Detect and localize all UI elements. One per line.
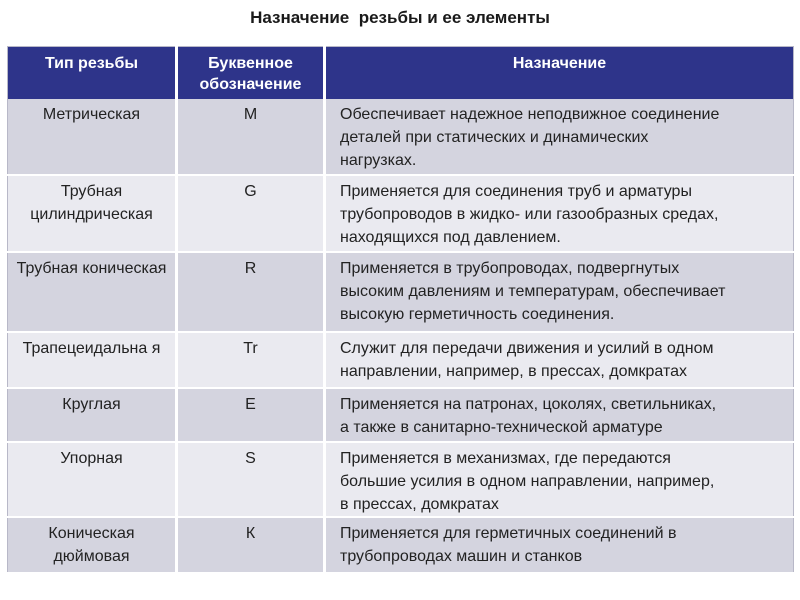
- thread-type-cell: Коническая дюймовая: [8, 517, 177, 573]
- header-thread-type: Тип резьбы: [8, 47, 177, 99]
- purpose-cell: Применяется для соединения труб и арматуры трубопроводов в жидко- или газообразных средах, находящихся под давлением.: [325, 175, 794, 252]
- table-row: [8, 252, 794, 332]
- thread-types-table: [7, 46, 794, 574]
- letter-code-cell: R: [177, 252, 325, 332]
- table-row: [8, 99, 794, 175]
- thread-type-cell: Трапецеидальна я: [8, 332, 177, 388]
- letter-code-cell: К: [177, 517, 325, 573]
- table-row: [8, 175, 794, 252]
- purpose-cell: Применяется на патронах, цоколях, светильниках, а также в санитарно-технической арматуре: [325, 388, 794, 442]
- table-row: [8, 442, 794, 517]
- purpose-cell: Служит для передачи движения и усилий в одном направлении, например, в прессах, домкратах: [325, 332, 794, 388]
- letter-code-cell: E: [177, 388, 325, 442]
- table-row: [8, 332, 794, 388]
- purpose-cell: Применяется в механизмах, где передаются большие усилия в одном направлении, например, в прессах, домкратах: [325, 442, 794, 517]
- letter-code-cell: G: [177, 175, 325, 252]
- thread-type-cell: Трубная коническая: [8, 252, 177, 332]
- purpose-cell: Применяется в трубопроводах, подвергнутых высоким давлениям и температурам, обеспечивает высокую герметичность соединения.: [325, 252, 794, 332]
- table-row: [8, 517, 794, 573]
- header-purpose: Назначение: [325, 47, 794, 99]
- thread-type-cell: Трубная цилиндрическая: [8, 175, 177, 252]
- thread-type-cell: Круглая: [8, 388, 177, 442]
- table-row: [8, 388, 794, 442]
- header-letter-code: Буквенное обозначение: [177, 47, 325, 99]
- letter-code-cell: M: [177, 99, 325, 175]
- thread-type-cell: Упорная: [8, 442, 177, 517]
- thread-type-cell: Метрическая: [8, 99, 177, 175]
- letter-code-cell: Tr: [177, 332, 325, 388]
- letter-code-cell: S: [177, 442, 325, 517]
- page-title: Назначение резьбы и ее элементы: [250, 8, 550, 27]
- table-header-row: [8, 47, 794, 99]
- purpose-cell: Применяется для герметичных соединений в трубопроводах машин и станков: [325, 517, 794, 573]
- purpose-cell: Обеспечивает надежное неподвижное соединение деталей при статических и динамических нагрузках.: [325, 99, 794, 175]
